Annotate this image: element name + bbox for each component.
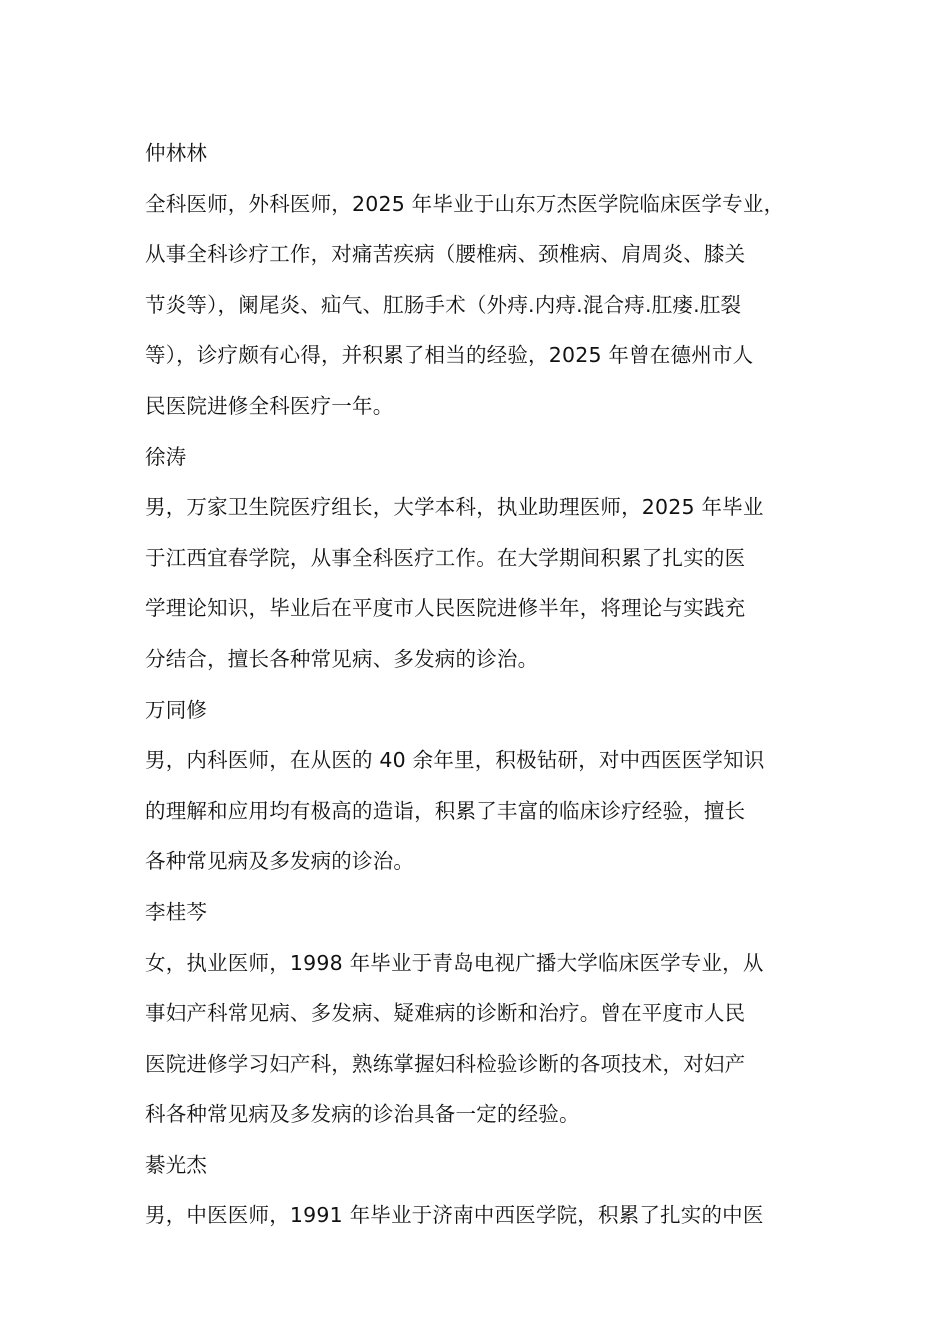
doctor-name: 万同修 [145,697,208,722]
doctor-bio-line: 的理解和应用均有极高的造诣，积累了丰富的临床诊疗经验，擅长 [145,798,746,823]
doctor-bio-line: 男，中医医师，1991 年毕业于济南中西医学院，积累了扎实的中医 [145,1203,764,1228]
doctor-entry [145,128,810,432]
doctor-bio-line: 节炎等），阑尾炎、疝气、肛肠手术（外痔.内痔.混合痔.肛瘘.肛裂 [145,292,742,317]
doctor-bio-line: 等），诊疗颇有心得，并积累了相当的经验，2025 年曾在德州市人 [145,343,754,368]
doctor-bio-line: 男，内科医师，在从医的 40 余年里，积极钻研，对中西医医学知识 [145,748,765,773]
doctor-name: 仲林林 [145,141,208,165]
doctor-bio-line: 女，执业医师，1998 年毕业于青岛电视广播大学临床医学专业，从 [145,950,764,975]
doctor-name: 徐涛 [145,444,187,469]
doctor-name: 綦光杰 [145,1152,208,1177]
doctor-bio-line: 科各种常见病及多发病的诊治具备一定的经验。 [145,1102,580,1127]
doctor-bio-line: 医院进修学习妇产科，熟练掌握妇科检验诊断的各项技术，对妇产 [145,1051,746,1076]
doctor-bio-line: 各种常见病及多发病的诊治。 [145,849,415,874]
doctor-bio-line: 事妇产科常见病、多发病、疑难病的诊断和治疗。曾在平度市人民 [145,1001,746,1026]
doctor-bio-line: 学理论知识，毕业后在平度市人民医院进修半年，将理论与实践充 [145,596,746,621]
doctor-entry [145,887,810,1140]
doctor-name: 李桂芩 [145,899,208,924]
doctor-bio-line: 全科医师，外科医师，2025 年毕业于山东万杰医学院临床医学专业， [145,191,785,216]
doctor-entry [145,685,810,887]
doctor-entry [145,432,810,685]
doctor-bio-line: 于江西宜春学院，从事全科医疗工作。在大学期间积累了扎实的医 [145,545,746,570]
doctor-bio-line: 从事全科诊疗工作，对痛苦疾病（腰椎病、颈椎病、肩周炎、膝关 [145,242,746,267]
doctor-bio-line: 民医院进修全科医疗一年。 [145,393,394,418]
document-page [145,128,810,1241]
doctor-bio-line: 分结合，擅长各种常见病、多发病的诊治。 [145,646,539,671]
doctor-entry [145,1140,810,1241]
doctor-bio-line: 男，万家卫生院医疗组长，大学本科，执业助理医师，2025 年毕业 [145,495,764,520]
